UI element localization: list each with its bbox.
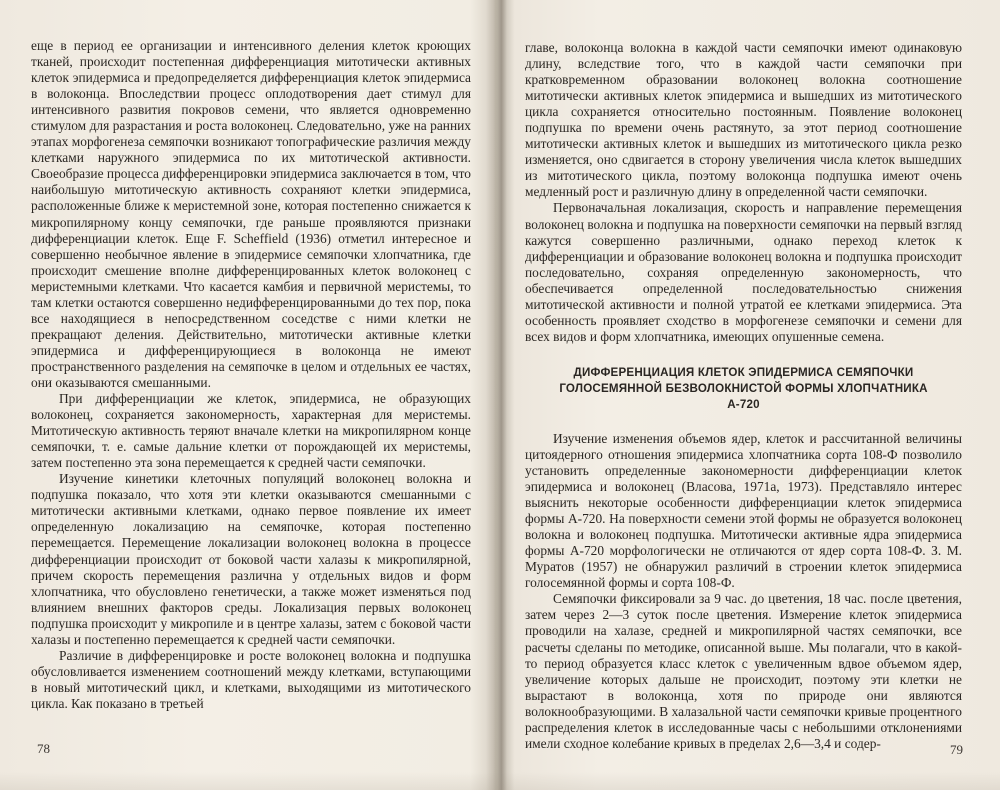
section-heading: ДИФФЕРЕНЦИАЦИЯ КЛЕТОК ЭПИДЕРМИСА СЕМЯПОЧКИ ГОЛОСЕМЯННОЙ БЕЗВОЛОКНИСТОЙ ФОРМЫ ХЛОПЧАТНИКА А-720 — [559, 365, 928, 411]
left-paragraph-1: еще в период ее организации и интенсивного деления клеток кроющих тканей, происходит постепенная дифференциация митотически активных клеток эпидермиса и предопределяется дифференциация клеток эпидермиса в волоконца. Впоследствии процесс оплодотворения дает стимул для интенсивного развития покровов семени, что является одновременно стимулом для разрастания и роста волоконец. Следовательно, уже на ранних этапах морфогенеза семяпочки возникают топографические различия между клетками наружного эпидермиса по их митотической активности. Своеобразие процесса дифференцировки эпидермиса заключается в том, что наибольшую митотическую активность сохраняют клетки эпидермиса, расположенные ближе к меристемной зоне, которая постепенно снижается к микропилярному концу семяпочки, где раньше проявляются признаки дифференциации клеток. Еще F. Scheffield (1936) отметил интересное и совершенно необычное явление в эпидермисе семяпочки хлопчатника, где происходит смешение вполне дифференцированных клеток волоконец с меристемными клетками. Что касается камбия и первичной меристемы, то там клетки остаются совершенно недифференцированными до тех пор, пока все находящиеся в непосредственном соседстве с ними клетки не прекращают деления. Действительно, митотически активные клетки эпидермиса и дифференцирующиеся в волоконца не имеют пространственного разделения на семяпочке в целом и отдельных ее частях, они оказываются смешанными. — [31, 38, 471, 390]
right-paragraph-4: Семяпочки фиксировали за 9 час. до цветения, 18 час. после цветения, затем через 2—3 суток после цветения. Измерение клеток эпидермиса проводили на халазе, средней и микропилярной частях семяпочки, все расчеты сделаны по методике, описанной выше. Мы полагали, что в какой-то период образуется класс клеток с увеличенным вдвое объемом ядер, увеличение которых дальше не происходит, поэтому эти клетки не вырастают в волоконца, хотя по природе они являются волокнообразующими. В халазальной части семяпочки кривые процентного распределения клеток в исследованные часы с небольшими отклонениями имели сходное колебание кривых в пределах 2,6—3,4 и содер- — [525, 591, 962, 751]
right-page-number: 79 — [950, 742, 963, 757]
left-paragraph-3: Изучение кинетики клеточных популяций волоконец волокна и подпушка показало, что хотя эти клетки оказываются смешанными с митотически активными клетками, однако первое появление их имеет определенную локализацию на семяпочке, которая постепенно перемещается. Перемещение локализации волоконец волокна в процессе дифференциации происходит от боковой части халазы к микропилярной, причем скорость перемещения различна у отдельных видов и форм хлопчатника, что обусловлено генетически, а также может изменяться под влиянием внешних факторов среды. Локализация первых волоконец подпушка происходит у микропиле и в центре халазы, затем с боковой части халазы и постепенно перемещается к средней части семяпочки. — [31, 471, 471, 647]
right-paragraph-2: Первоначальная локализация, скорость и направление перемещения волоконец волокна и подпушка на поверхности семяпочки на первый взгляд кажутся совершенно различными, однако переход клеток к дифференциации и образование волоконец волокна и подпушка происходит последовательно, сохраняя определенную закономерность, что обеспечивается определенной последовательностью снижения митотической активности и полной утратой ее клетками эпидермиса. Эта особенность проявляет сходство в морфогенезе семяпочки и семени для всех видов и форм хлопчатника, имеющих опушенные семена. — [525, 200, 962, 344]
right-page-text — [525, 40, 962, 752]
left-paragraph-2: При дифференциации же клеток, эпидермиса, не образующих волоконец, сохраняется закономерность, характерная для меристемы. Митотическую активность теряют вначале клетки на микропилярном конце семяпочки, т. е. самые дальние клетки от порождающей их меристемы, затем постепенно эта зона перемещается к средней части семяпочки. — [31, 391, 471, 471]
right-page — [500, 0, 1000, 790]
left-page-number: 78 — [37, 741, 50, 756]
right-paragraph-3: Изучение изменения объемов ядер, клеток и рассчитанной величины цитоядерного отношения эпидермиса хлопчатника сорта 108-Ф позволило установить определенные закономерности дифференциации клеток эпидермиса и волоконец (Власова, 1971а, 1973). Представляло интерес выяснить некоторые особенности дифференциации клеток эпидермиса формы А-720. На поверхности семени этой формы не образуется волоконец волокна и волоконец подпушка. Митотически активные ядра эпидермиса формы А-720 морфологически не отличаются от ядер сорта 108-Ф. З. М. Муратов (1957) не обнаружил различий в строении клеток эпидермиса голосемянной формы и сорта 108-Ф. — [525, 430, 962, 591]
right-paragraph-1: главе, волоконца волокна в каждой части семяпочки имеют одинаковую длину, вследствие того, что в каждой части семяпочки при кратковременном образовании волоконец волокна соотношение митотически активных клеток эпидермиса и вышедших из митотического цикла сохраняется относительно постоянным. Появление волоконец подпушка по времени очень растянуто, за этот период соотношение митотически активных клеток и вышедших из митотического цикла резко изменяется, оно сдвигается в сторону увеличения числа клеток вышедших из митотического цикла, поэтому волоконца подпушка имеют очень медленный рост и различную длину в определенной части семяпочки. — [525, 40, 962, 200]
left-page-text — [31, 38, 471, 712]
left-paragraph-4: Различие в дифференцировке и росте волоконец волокна и подпушка обусловливается изменением соотношений между клетками, вступающими в новый митотический цикл, и клетками, выходящими из митотического цикла. Как показано в третьей — [31, 647, 471, 711]
left-page — [0, 0, 494, 790]
